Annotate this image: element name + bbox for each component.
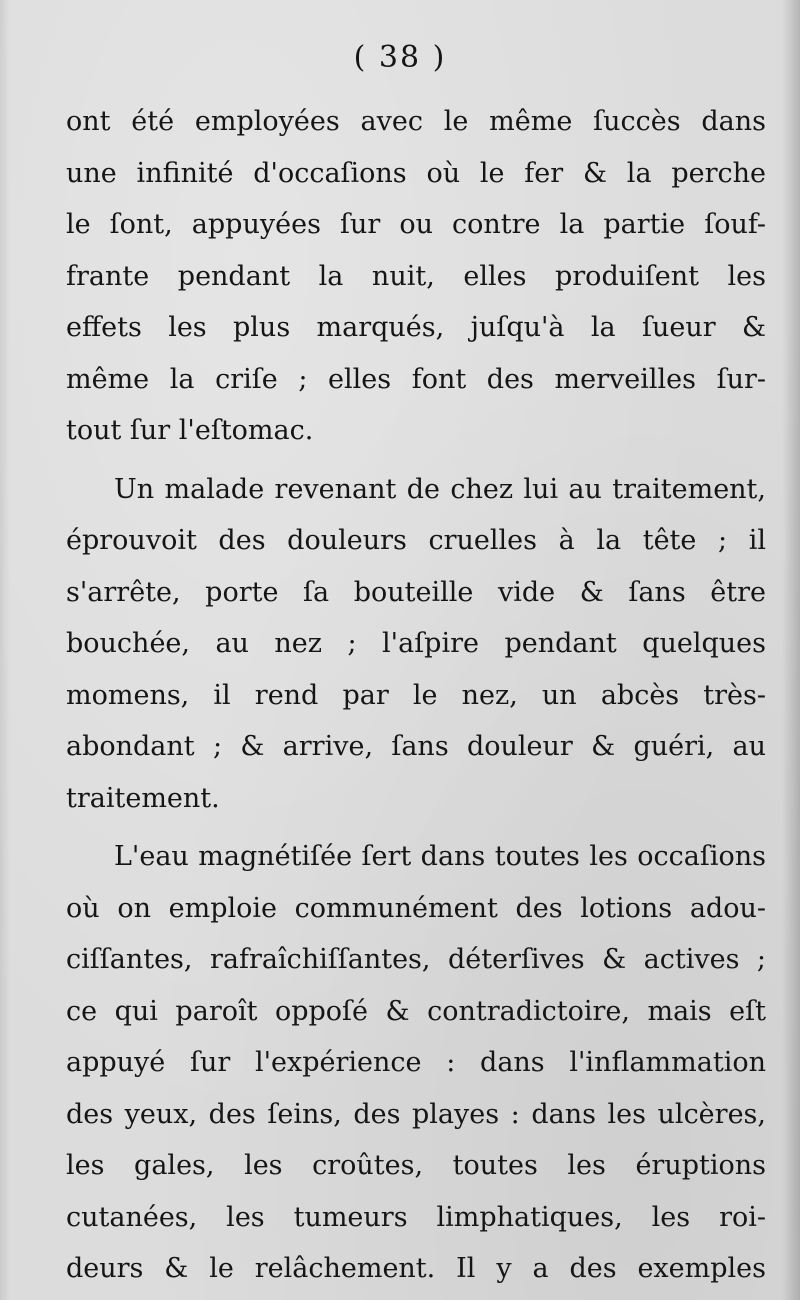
text-line: effets les plus marqués, juſqu'à la ſueur & — [66, 312, 766, 343]
body-text — [66, 96, 766, 1295]
text-line: même la criſe ; elles font des merveilles ſur- — [66, 363, 766, 395]
paragraph-2 — [66, 464, 766, 825]
text-line: une infinité d'occaſions où le fer & la perche — [66, 157, 766, 189]
text-line: où on emploie communément des lotions adou- — [66, 892, 766, 924]
text-line: cutanées, les tumeurs limphatiques, les roi- — [66, 1201, 766, 1233]
text-line: abondant ; & arrive, ſans douleur & guéri, au — [66, 731, 766, 762]
paragraph-1 — [66, 96, 766, 457]
paragraph-3 — [66, 831, 766, 1295]
text-line: le ſont, appuyées ſur ou contre la partie ſouf- — [66, 209, 766, 240]
text-line: des yeux, des ſeins, des playes : dans les ulcères, — [66, 1098, 766, 1130]
paragraph-gap — [66, 824, 766, 831]
text-line: frante pendant la nuit, elles produiſent les — [66, 260, 766, 292]
page-number: ( 38 ) — [353, 40, 447, 75]
text-line: éprouvoit des douleurs cruelles à la tête ; il — [66, 525, 766, 556]
page-left-edge — [0, 0, 10, 1300]
paragraph-gap — [66, 457, 766, 464]
text-line: deurs & le relâchement. Il y a des exemples — [66, 1253, 766, 1284]
text-line: ce qui paroît oppoſé & contradictoire, mais eſt — [66, 995, 766, 1027]
text-line: les gales, les croûtes, toutes les éruptions — [66, 1150, 766, 1181]
text-line: traitement. — [66, 782, 220, 814]
text-line: appuyé ſur l'expérience : dans l'inflammation — [66, 1047, 766, 1078]
page-right-edge-shadow — [782, 0, 800, 1300]
text-line: Un malade revenant de chez lui au traitement, — [114, 473, 766, 505]
text-line: bouchée, au nez ; l'aſpire pendant quelques — [66, 628, 766, 659]
text-line: ont été employées avec le même ſuccès dans — [66, 106, 766, 137]
text-line: momens, il rend par le nez, un abcès très- — [66, 679, 766, 711]
text-line: tout ſur l'eſtomac. — [66, 415, 314, 446]
text-line: s'arrête, porte ſa bouteille vide & ſans être — [66, 576, 766, 608]
text-line: L'eau magnétiſée ſert dans toutes les occaſions — [114, 841, 766, 872]
text-line: ciſſantes, rafraîchiſſantes, déterſives & actives ; — [66, 944, 766, 975]
